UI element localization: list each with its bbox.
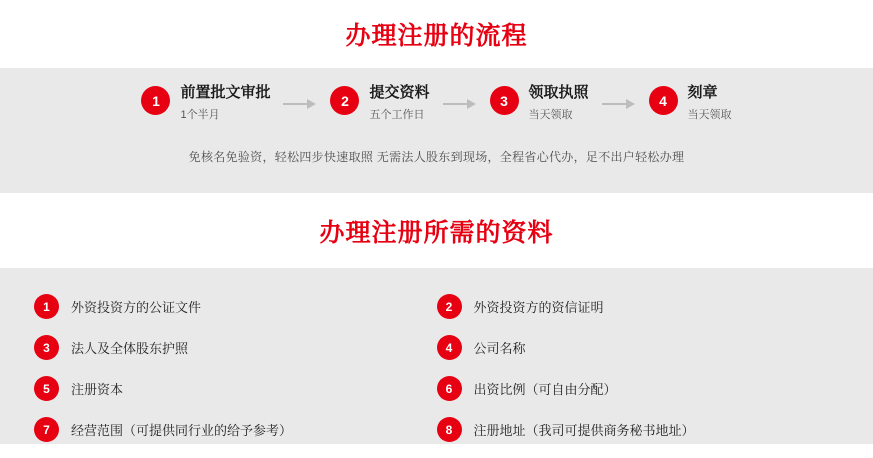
step-text-block — [529, 85, 589, 121]
material-number-badge: 8 — [437, 417, 462, 442]
list-item — [34, 409, 437, 450]
step-duration: 当天领取 — [528, 108, 573, 121]
material-label: 外资投资方的公证文件 — [71, 300, 202, 315]
step-text-block — [369, 85, 429, 121]
materials-grid — [0, 286, 873, 450]
step-label: 刻章 — [687, 84, 718, 101]
material-number-badge: 3 — [34, 335, 59, 360]
step-label: 领取执照 — [528, 84, 589, 101]
list-item — [437, 327, 840, 368]
step-duration: 五个工作日 — [369, 108, 425, 121]
step-duration: 当天领取 — [687, 108, 732, 121]
step-number-badge: 3 — [490, 86, 519, 115]
material-number-badge: 2 — [437, 294, 462, 319]
arrow-right-icon — [430, 98, 490, 110]
process-step-3 — [490, 85, 589, 121]
step-label: 提交资料 — [369, 84, 430, 101]
process-band — [0, 68, 873, 193]
material-label: 注册地址（我司可提供商务秘书地址） — [473, 423, 695, 438]
process-steps — [0, 85, 873, 121]
page-title-process: 办理注册的流程 — [345, 22, 528, 50]
material-label: 公司名称 — [473, 341, 526, 356]
material-label: 出资比例（可自由分配） — [473, 382, 617, 397]
material-label: 法人及全体股东护照 — [71, 341, 189, 356]
list-item — [34, 327, 437, 368]
process-step-2 — [330, 85, 429, 121]
page-title-materials: 办理注册所需的资料 — [319, 219, 554, 247]
step-number-badge: 1 — [141, 86, 170, 115]
process-step-4 — [649, 85, 732, 121]
process-step-1 — [141, 85, 270, 121]
step-text-block — [688, 85, 732, 121]
step-label: 前置批文审批 — [180, 84, 271, 101]
list-item — [34, 368, 437, 409]
list-item — [34, 286, 437, 327]
material-label: 注册资本 — [71, 382, 124, 397]
material-label: 经营范围（可提供同行业的给予参考） — [71, 423, 293, 438]
step-number-badge: 4 — [649, 86, 678, 115]
arrow-right-icon — [270, 98, 330, 110]
list-item — [437, 409, 840, 450]
step-text-block — [180, 85, 270, 121]
arrow-right-icon — [589, 98, 649, 110]
list-item — [437, 286, 840, 327]
material-number-badge: 1 — [34, 294, 59, 319]
material-number-badge: 7 — [34, 417, 59, 442]
material-number-badge: 5 — [34, 376, 59, 401]
material-number-badge: 6 — [437, 376, 462, 401]
material-number-badge: 4 — [437, 335, 462, 360]
material-label: 外资投资方的资信证明 — [473, 300, 604, 315]
step-number-badge: 2 — [330, 86, 359, 115]
list-item — [437, 368, 840, 409]
materials-band — [0, 268, 873, 444]
process-note: 免核名免验资，轻松四步快速取照 无需法人股东到现场，全程省心代办，足不出户轻松办理 — [188, 149, 685, 164]
step-duration: 1个半月 — [180, 108, 220, 121]
